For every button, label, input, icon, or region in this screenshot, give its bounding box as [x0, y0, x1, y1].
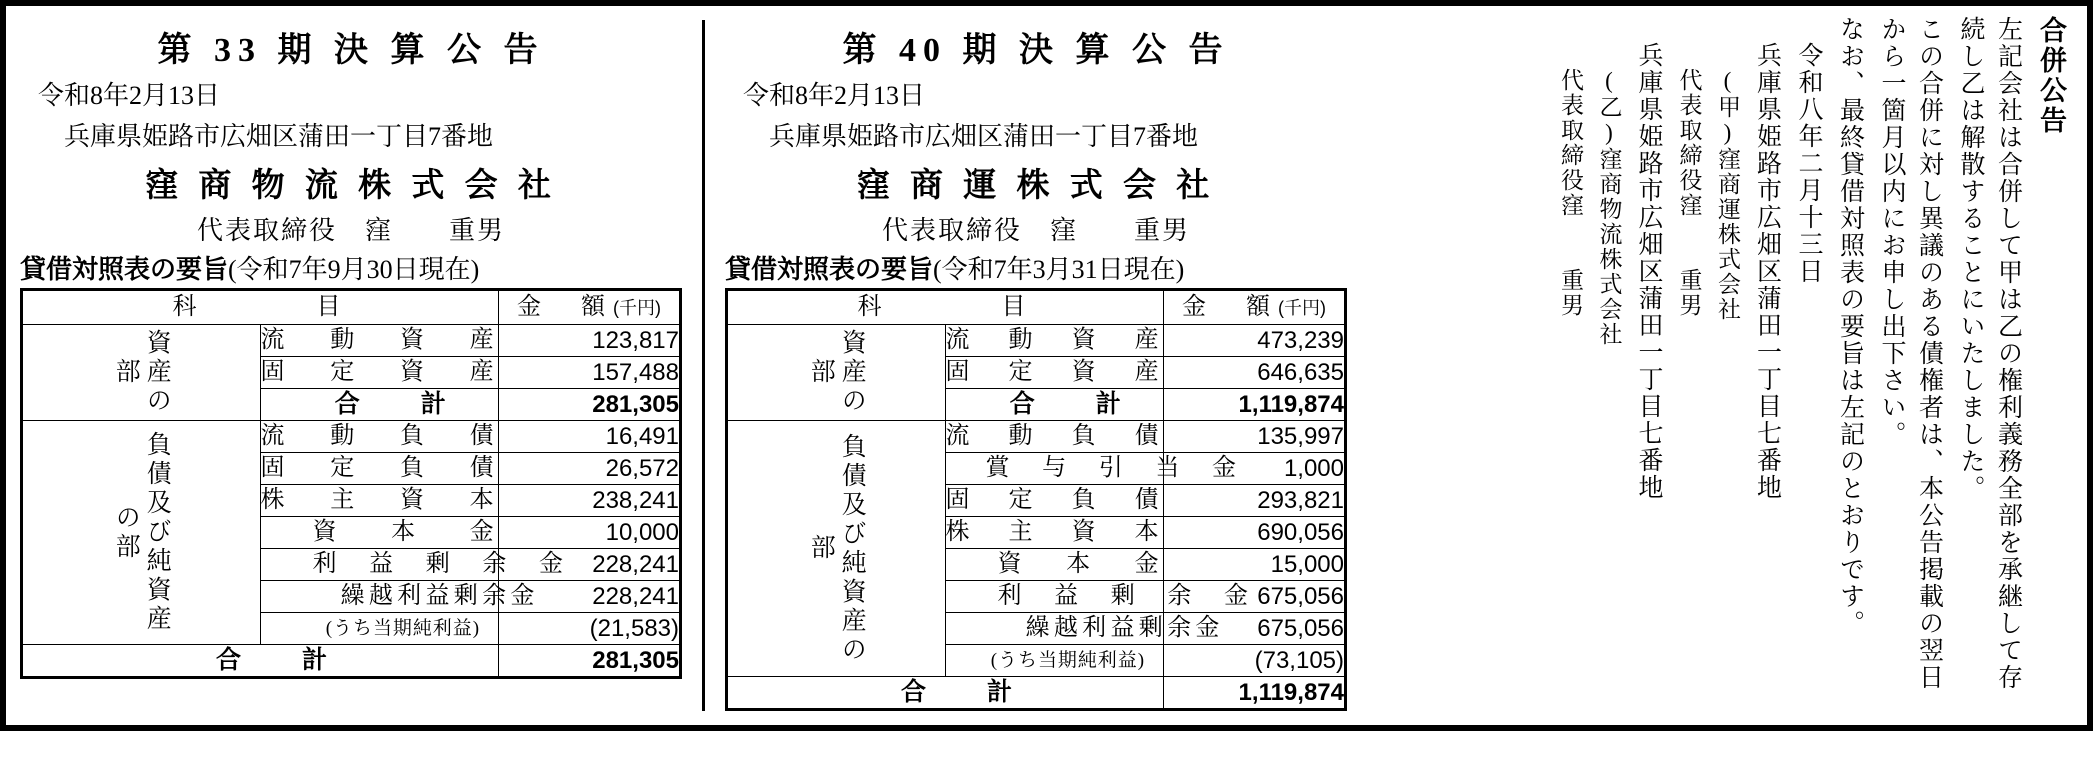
row-item: 利 益 剰 余 金 — [260, 549, 499, 581]
header-kamoku: 科 — [857, 294, 890, 320]
notice-address-left: 兵庫県姫路市広畑区蒲田一丁目7番地 — [64, 122, 494, 151]
bs-title-mid: 貸借対照表の要旨 — [725, 255, 934, 284]
party-b-rep-title: 代表取締役 — [1558, 68, 1583, 193]
row-item: 合 計 — [727, 677, 1164, 710]
row-item: 流 動 負 債 — [945, 421, 1164, 453]
notice-date-mid: 令和8年2月13日 — [743, 81, 926, 110]
row-item: 繰越利益剰余金 — [260, 581, 499, 613]
row-item: 合 計 — [260, 389, 499, 421]
row-amount: 10,000 — [499, 517, 681, 549]
balance-sheet-table-mid — [725, 288, 1347, 711]
row-amount: (73,105) — [1164, 645, 1346, 677]
balance-sheet-header-mid — [725, 249, 1347, 286]
party-b-representative — [1553, 68, 1588, 768]
row-amount: 1,000 — [1164, 453, 1346, 485]
row-item: (うち当期純利益) — [260, 613, 499, 645]
row-amount: 473,239 — [1164, 325, 1346, 357]
row-amount: 690,056 — [1164, 517, 1346, 549]
row-amount: 646,635 — [1164, 357, 1346, 389]
table-header-row — [22, 290, 681, 325]
row-item: 合 計 — [945, 389, 1164, 421]
header-kingaku: 金 額(千円) — [1164, 290, 1346, 325]
group-liabilities-equity: 負債及び純資産の部 — [727, 421, 946, 677]
table-header-row — [727, 290, 1346, 325]
header-kamoku-moku — [727, 290, 1164, 325]
header-kamoku: 科 — [172, 294, 205, 320]
party-b-company — [1591, 68, 1626, 768]
table-row-total-liabilities — [727, 677, 1346, 710]
header-kingaku: 金 額(千円) — [499, 290, 681, 325]
row-item: 資 本 金 — [945, 549, 1164, 581]
row-item: 合 計 — [22, 645, 499, 678]
row-amount: 293,821 — [1164, 485, 1346, 517]
table-row-total-liabilities — [22, 645, 681, 678]
settlement-notice-33rd — [6, 6, 696, 725]
row-amount: 675,056 — [1164, 613, 1346, 645]
company-name-left: 窪 商 物 流 株 式 会 社 — [145, 168, 557, 204]
party-b-address: 兵庫県姫路市広畑区蒲田一丁目七番地 — [1635, 42, 1662, 501]
row-amount: 26,572 — [499, 453, 681, 485]
party-a-representative — [1671, 68, 1706, 768]
row-amount: 281,305 — [499, 389, 681, 421]
row-amount: 228,241 — [499, 549, 681, 581]
row-item: 株 主 資 本 — [945, 517, 1164, 549]
row-item: 固 定 負 債 — [945, 485, 1164, 517]
representative-mid: 代表取締役 窪 重男 — [881, 216, 1190, 245]
bs-asof-mid: (令和7年3月31日現在) — [933, 255, 1185, 284]
notice-date-left: 令和8年2月13日 — [38, 81, 221, 110]
table-row — [22, 421, 681, 453]
group-assets: 資産の部 — [22, 325, 261, 421]
representative-left: 代表取締役 窪 重男 — [196, 216, 505, 245]
header-kamoku-moku — [22, 290, 499, 325]
row-item: 流 動 資 産 — [945, 325, 1164, 357]
row-item: 固 定 資 産 — [260, 357, 499, 389]
row-item: 固 定 資 産 — [945, 357, 1164, 389]
merger-body-3: なお、最終貸借対照表の要旨は左記のとおりです。 — [1836, 16, 1864, 637]
notice-title-mid: 第 40 期 決 算 公 告 — [842, 32, 1230, 69]
row-item: 流 動 負 債 — [260, 421, 499, 453]
row-amount: 1,119,874 — [1164, 677, 1346, 710]
row-amount: 238,241 — [499, 485, 681, 517]
row-item: 株 主 資 本 — [260, 485, 499, 517]
row-item: 流 動 資 産 — [260, 325, 499, 357]
table-row — [22, 325, 681, 357]
row-item: 固 定 負 債 — [260, 453, 499, 485]
bs-title-left: 貸借対照表の要旨 — [20, 255, 229, 284]
header-moku: 目 — [316, 294, 349, 320]
party-b-rep-name: 窪 重男 — [1558, 193, 1583, 318]
row-amount: (21,583) — [499, 613, 681, 645]
row-amount: 281,305 — [499, 645, 681, 678]
balance-sheet-header-left — [20, 249, 682, 286]
row-item: (うち当期純利益) — [945, 645, 1164, 677]
company-name-mid: 窪 商 運 株 式 会 社 — [856, 168, 1216, 204]
merger-body-2: この合併に対し異議のある債権者は、本公告掲載の翌日から一箇月以内にお申し出下さい。 — [1878, 16, 1943, 691]
group-liabilities-equity: 負債及び純資産の部 — [22, 421, 261, 645]
party-a-rep-title: 代表取締役 — [1676, 68, 1702, 193]
header-unit: (千円) — [613, 298, 661, 318]
row-amount: 228,241 — [499, 581, 681, 613]
row-amount: 157,488 — [499, 357, 681, 389]
notice-address-mid: 兵庫県姫路市広畑区蒲田一丁目7番地 — [769, 122, 1199, 151]
row-amount: 15,000 — [1164, 549, 1346, 581]
row-item: 資 本 金 — [260, 517, 499, 549]
notice-title-left: 第 33 期 決 算 公 告 — [157, 32, 545, 69]
merger-notice — [1361, 6, 2087, 725]
row-item: 賞 与 引 当 金 — [945, 453, 1164, 485]
merger-heading: 合併公告 — [2036, 16, 2066, 136]
vertical-divider — [702, 20, 705, 711]
row-item: 利 益 剰 余 金 — [945, 581, 1164, 613]
bs-asof-left: (令和7年9月30日現在) — [228, 255, 480, 284]
header-unit: (千円) — [1278, 298, 1326, 318]
table-row — [727, 325, 1346, 357]
party-a-rep-name: 窪 重男 — [1676, 193, 1702, 318]
merger-body-1: 左記会社は合併して甲は乙の権利義務全部を承継して存続し乙は解散することにいたしました。 — [1957, 16, 2022, 691]
row-amount: 675,056 — [1164, 581, 1346, 613]
row-amount: 1,119,874 — [1164, 389, 1346, 421]
row-amount: 16,491 — [499, 421, 681, 453]
balance-sheet-table-left — [20, 288, 682, 679]
party-a-company-name: 窪商運株式会社 — [1715, 147, 1740, 322]
header-moku: 目 — [1001, 294, 1034, 320]
row-amount: 135,997 — [1164, 421, 1346, 453]
settlement-notice-40th — [711, 6, 1361, 725]
merger-date: 令和八年二月十三日 — [1795, 42, 1822, 285]
party-b-company-name: 窪商物流株式会社 — [1596, 147, 1622, 347]
row-amount: 123,817 — [499, 325, 681, 357]
group-assets: 資産の部 — [727, 325, 946, 421]
party-b-label: (乙) — [1596, 68, 1622, 147]
party-a-address: 兵庫県姫路市広畑区蒲田一丁目七番地 — [1753, 42, 1781, 501]
party-a-company — [1710, 68, 1745, 768]
table-row — [727, 421, 1346, 453]
row-item: 繰越利益剰余金 — [945, 613, 1164, 645]
party-a-label: (甲) — [1715, 68, 1740, 147]
